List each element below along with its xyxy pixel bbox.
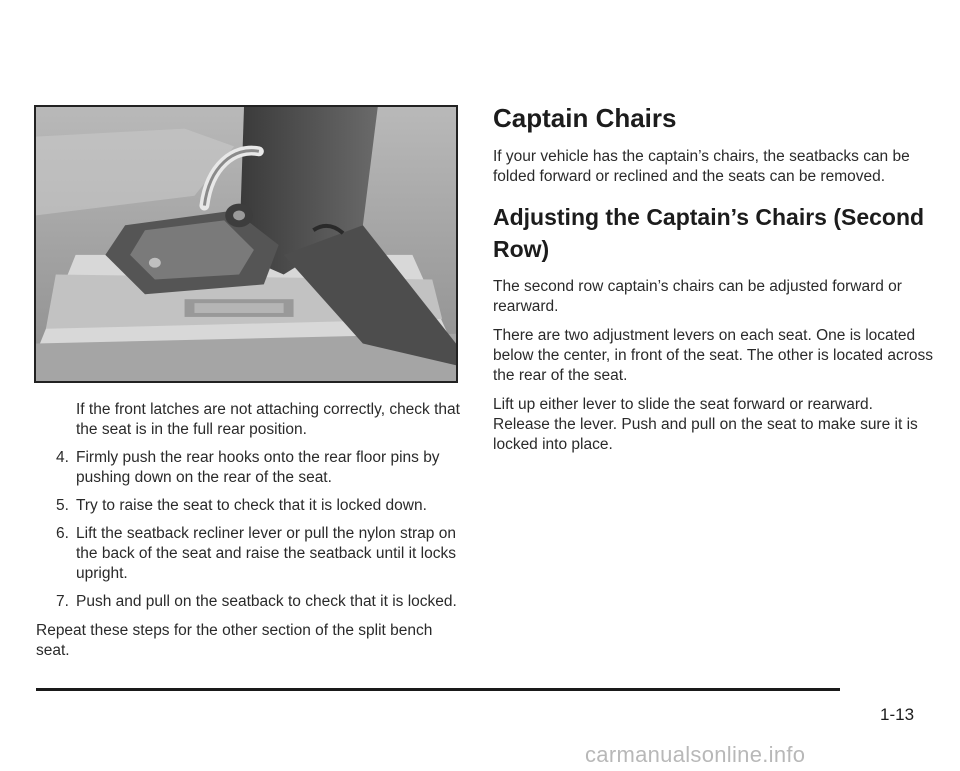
seat-latch-illustration bbox=[36, 107, 456, 381]
body-paragraph: There are two adjustment levers on each seat. One is located below the center, in front of the seat. The other is located across the rear of the seat. bbox=[493, 327, 933, 384]
watermark[interactable]: carmanualsonline.info bbox=[585, 742, 806, 767]
step-5 bbox=[36, 496, 466, 516]
step-text: Push and pull on the seatback to check that it is locked. bbox=[76, 593, 457, 610]
step-number: 6. bbox=[56, 525, 69, 542]
step-number: 7. bbox=[56, 593, 69, 610]
step-text: Lift the seatback recliner lever or pull the nylon strap on the back of the seat and raise the seatback until it locks upright. bbox=[76, 525, 456, 582]
page-number: 1-13 bbox=[880, 705, 915, 724]
section-heading: Captain Chairs bbox=[493, 103, 677, 133]
step-4 bbox=[36, 448, 466, 488]
closing-paragraph: Repeat these steps for the other section of the split bench seat. bbox=[36, 622, 433, 659]
left-column bbox=[36, 400, 466, 661]
subsection-heading: Adjusting the Captain’s Chairs (Second Row) bbox=[493, 204, 925, 262]
intro-paragraph: If the front latches are not attaching correctly, check that the seat is in the full rear position. bbox=[76, 401, 460, 438]
step-7 bbox=[36, 592, 466, 612]
step-text: Try to raise the seat to check that it is locked down. bbox=[76, 497, 427, 514]
step-text: Firmly push the rear hooks onto the rear floor pins by pushing down on the rear of the seat. bbox=[76, 449, 440, 486]
intro-paragraph: If your vehicle has the captain’s chairs, the seatbacks can be folded forward or reclined and the seats can be removed. bbox=[493, 148, 910, 185]
body-paragraph: The second row captain’s chairs can be adjusted forward or rearward. bbox=[493, 278, 902, 315]
body-paragraph: Lift up either lever to slide the seat forward or rearward. Release the lever. Push and pull on the seat to make sure it is locked into place. bbox=[493, 396, 918, 453]
step-6 bbox=[36, 524, 466, 584]
right-column bbox=[493, 103, 933, 464]
step-number: 5. bbox=[56, 497, 69, 514]
footer-rule bbox=[36, 688, 840, 691]
step-number: 4. bbox=[56, 449, 69, 466]
seat-latch-photo bbox=[34, 105, 458, 383]
